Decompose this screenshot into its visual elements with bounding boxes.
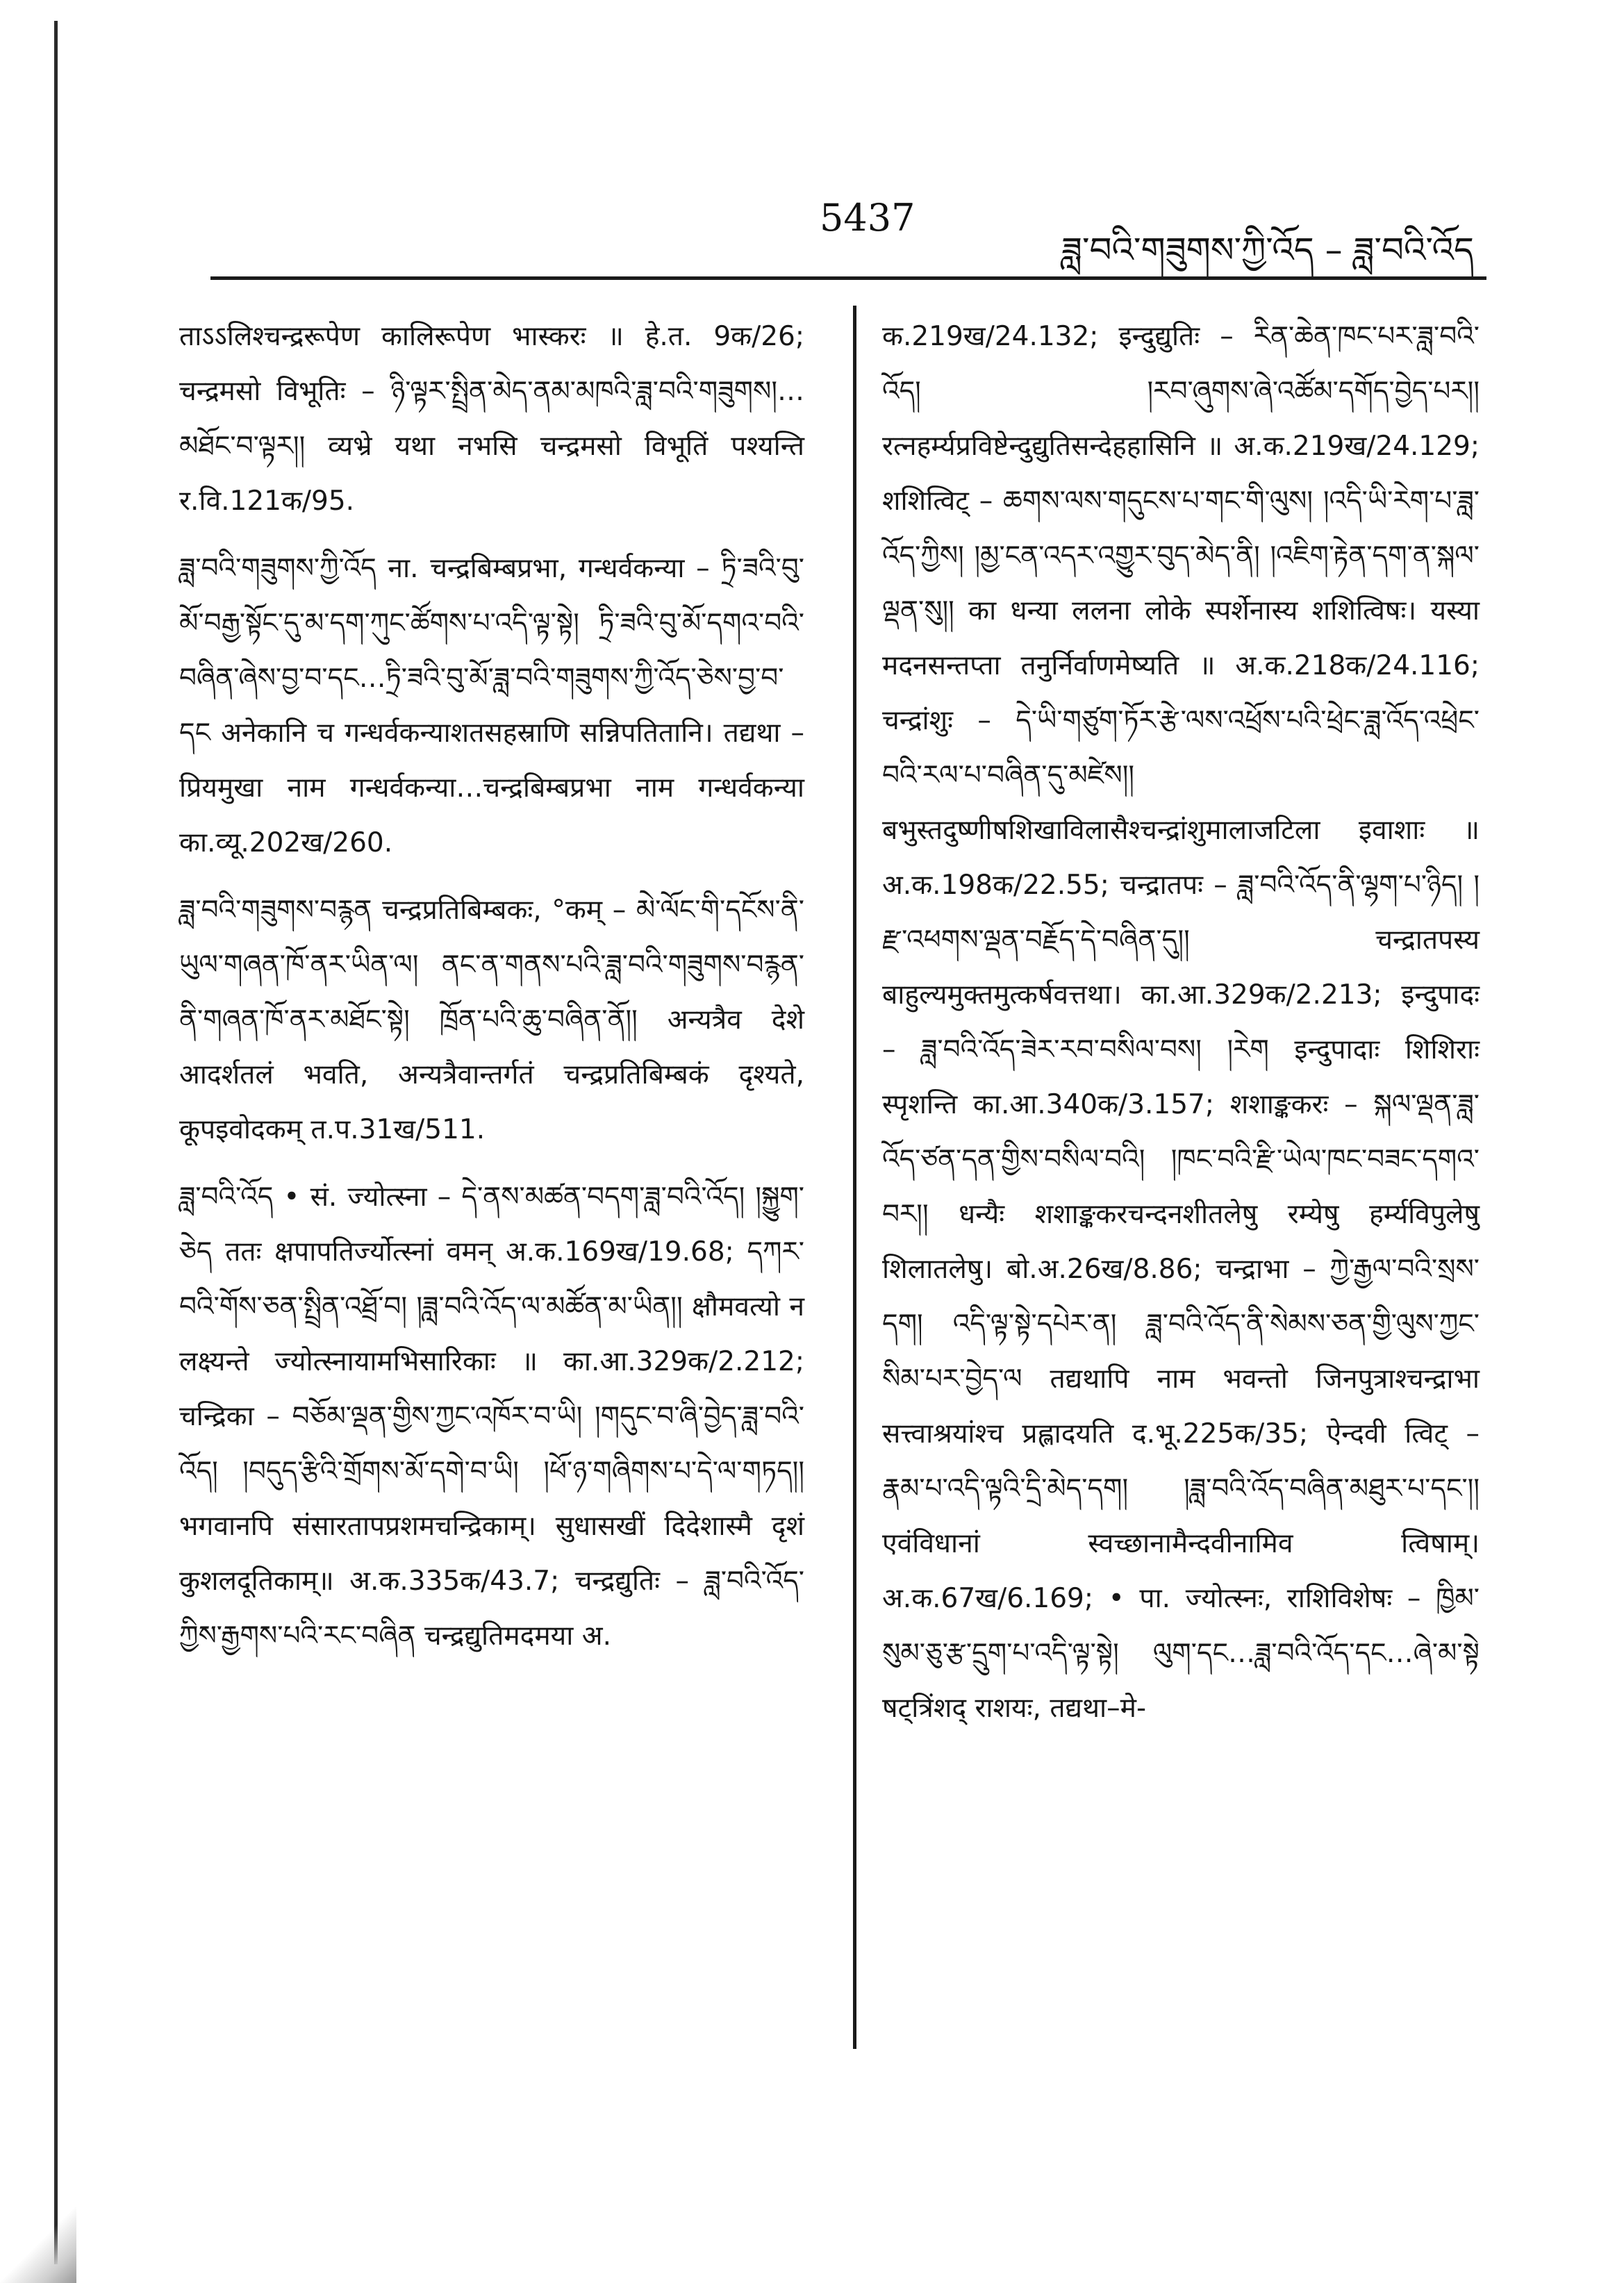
scan-left-edge-line: [54, 21, 58, 2264]
running-head: ཟླ་བའི་གཟུགས་ཀྱི་འོད – ཟླ་བའི་འོད: [1061, 230, 1474, 270]
left-entry-jyotsna: ཟླ་བའི་འོད • सं. ज्योत्स्ना – དེ་ནས་མཚན་བདག་ཟླ་བའི་འོད། །སྐྱུག་ཅེད ततः क्षपापतिर्ज्योत्स्नां वमन् अ.क.169ख/19.68; དཀར་བའི་གོས་ཅན་སྤྲིན་འཐྲོ་བ། །ཟླ་བའི་འོད་ལ་མཚོན་མ་ཡིན།། क्षौमवत्यो न लक्ष्यन्ते ज्योत्स्नायामभिसारिकाः ॥ का.आ.329क/2.212; चन्द्रिका – བཅོམ་ལྡན་གྱིས་ཀྱང་འཁོར་བ་ཡི། །གདུང་བ་ཞི་བྱེད་ཟླ་བའི་འོད། །བདུད་རྩིའི་གྲོགས་མོ་དགེ་བ་ཡི། །ཕོ་ཉ་གཞིགས་པ་དེ་ལ་གཏད།། भगवानपि संसारतापप्रशमचन्द्रिकाम्। सुधासखीं दिदेशास्मै दृशं कुशलदूतिकाम्॥ अ.क.335क/43.7; चन्द्रद्युतिः – ཟླ་བའི་འོད་ཀྱིས་རྒྱགས་པའི་རང་བཞིན चन्द्रद्युतिमदमया अ.: [179, 1181, 804, 1652]
header-rule: [210, 276, 1486, 280]
left-entry-candrapratibimbaka: ཟླ་བའི་གཟུགས་བརྙན चन्द्रप्रतिबिम्बकः, °कम् – མེ་ལོང་གི་དངོས་ནི་ཡུལ་གཞན་ཁོ་ནར་ཡིན་ལ། ནང་ན་གནས་པའི་ཟླ་བའི་གཟུགས་བརྙན་ནི་གཞན་ཁོ་ནར་མཐོང་སྟེ། ཁྲོན་པའི་ཆུ་བཞིན་ནོ།། अन्यत्रैव देशे आदर्शतलं भवति, अन्यत्रैवान्तर्गतं चन्द्रप्रतिबिम्बकं दृश्यते, कूपइवोदकम् त.प.31ख/511.: [179, 895, 804, 1145]
page-number: 5437: [820, 196, 915, 240]
scan-corner-shadow: [0, 2186, 76, 2283]
left-entry-candrabimbaprabha: ཟླ་བའི་གཟུགས་ཀྱི་འོད ना. चन्द्रबिम्बप्रभा, गन्धर्वकन्या – ཏྲི་ཟའི་བུ་མོ་བརྒྱ་སྟོང་དུ་མ་དག་ཀུང་ཚོགས་པ་འདི་ལྟ་སྟེ། ཏྲི་ཟའི་བུ་མོ་དགའ་བའི་བཞིན་ཞེས་བྱ་བ་དང…ཏྲི་ཟའི་བུ་མོ་ཟླ་བའི་གཟུགས་ཀྱི་འོད་ཅེས་བྱ་བ་དང अनेकानि च गन्धर्वकन्याशतसहस्राणि सन्निपतितानि। तद्यथा – प्रियमुखा नाम गन्धर्वकन्या…चन्द्रबिम्बप्रभा नाम गन्धर्वकन्या का.व्यू.202ख/260.: [179, 553, 804, 858]
left-column: [179, 309, 804, 1676]
left-paragraph-continuation: ताऽऽलिश्चन्द्ररूपेण कालिरूपेण भास्करः ॥ हे.त. 9क/26; चन्द्रमसो विभूतिः – ཉི་ལྟར་སྤྲིན་མེད་ནམ་མཁའི་ཟླ་བའི་གཟུགས།… མཐོང་བ་ལྟར།། व्यभ्रे यथा नभसि चन्द्रमसो विभूतिं पश्यन्ति र.वि.121क/95.: [179, 321, 804, 517]
column-divider: [853, 306, 856, 2049]
right-column: [882, 309, 1480, 1748]
right-paragraph-continuation: क.219ख/24.132; इन्दुद्युतिः – རིན་ཆེན་ཁང་པར་ཟླ་བའི་འོད། །རབ་ཞུགས་ཞེ་འཚོམ་དགོད་བྱེད་པར།། रत्नहर्म्यप्रविष्टेन्दुद्युतिसन्देहहासिनि ॥ अ.क.219ख/24.129; शशित्विट् – ཆགས་ལས་གདུངས་པ་གང་གི་ལུས། །འདི་ཡི་རེག་པ་ཟླ་འོད་ཀྱིས། །མྱ་ངན་འདར་འགྱུར་བུད་མེད་ནི། །འཇིག་རྟེན་དག་ན་སྐལ་ལྡན་སུ།། का धन्या ललना लोके स्पर्शेनास्य शशित्विषः। यस्या मदनसन्तप्ता तनुर्निर्वाणमेष्यति ॥ अ.क.218क/24.116; चन्द्रांशुः – དེ་ཡི་གཙུག་ཏོར་རྩེ་ལས་འཕྲོས་པའི་ཕྲེང་ཟླ་འོད་འཕྲེང་བའི་རལ་པ་བཞིན་དུ་མཛེས།། बभुस्तदुष्णीषशिखाविलासैश्चन्द्रांशुमालाजटिला इवाशाः ॥ अ.क.198क/22.55; चन्द्रातपः – ཟླ་བའི་འོད་ནི་ལྷག་པ་ཉིད། །རྫ་འཕགས་ལྡན་བརྗོད་དེ་བཞིན་དུ།། चन्द्रातपस्य बाहुल्यमुक्तमुत्कर्षवत्तथा। का.आ.329क/2.213; इन्दुपादः – ཟླ་བའི་འོད་ཟེར་རབ་བསིལ་བས། །རེག इन्दुपादाः शिशिराः स्पृशन्ति का.आ.340क/3.157; शशाङ्ककरः – སྐལ་ལྡན་ཟླ་འོད་ཙན་དན་གྱིས་བསིལ་བའི། །ཁང་བའི་རྫི་ཡེལ་ཁང་བཟང་དགའ་བར།། धन्यैः शशाङ्ककरचन्दनशीतलेषु रम्येषु हर्म्यविपुलेषु शिलातलेषु। बो.अ.26ख/8.86; चन्द्राभा – ཀྱེ་རྒྱལ་བའི་སྲས་དག། འདི་ལྟ་སྟེ་དཔེར་ན། ཟླ་བའི་འོད་ནི་སེམས་ཅན་གྱི་ལུས་ཀྱང་སིམ་པར་བྱེད་ལ तद्यथापि नाम भवन्तो जिनपुत्राश्चन्द्राभा सत्त्वाश्रयांश्च प्रह्लादयति द.भू.225क/35; ऐन्दवी त्विट् – རྣམ་པ་འདི་ལྟའི་དྲི་མེད་དག། །ཟླ་བའི་འོད་བཞིན་མཐུར་པ་དང་།། एवंविधानां स्वच्छानामैन्दवीनामिव त्विषाम्। अ.क.67ख/6.169; • पा. ज्योत्स्नः, राशिविशेषः – ཁྱིམ་སུམ་ཅུ་རྩ་དྲུག་པ་འདི་ལྟ་སྟེ། ལུག་དང…ཟླ་བའི་འོད་དང…ཞེ་མ་སྟེ षट्त्रिंशद् राशयः, तद्यथा–मे-: [882, 321, 1480, 1724]
